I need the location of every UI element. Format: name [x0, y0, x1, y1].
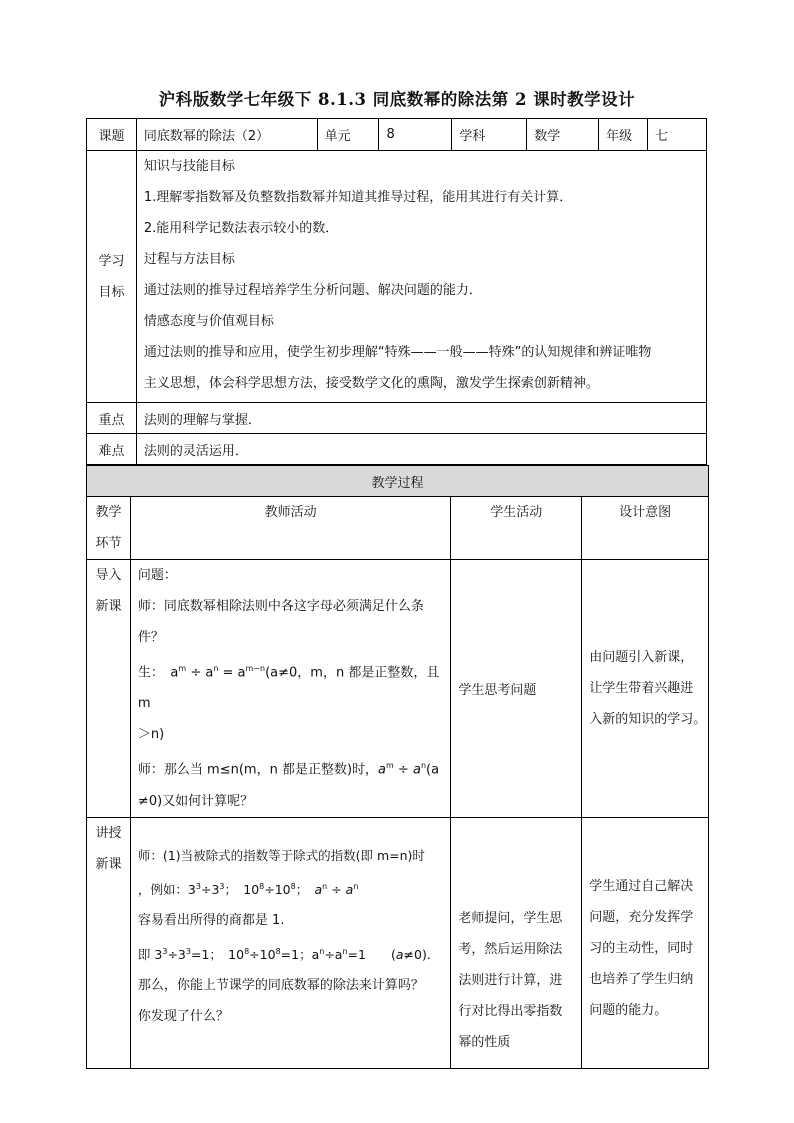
teacher-line: 件？ [137, 630, 164, 645]
grade-label: 年级 [599, 119, 648, 151]
stage-intro-line-1: 导入 [95, 568, 122, 583]
teacher-line: ≠0)又如何计算呢？ [137, 793, 254, 809]
unit-label: 单元 [317, 119, 379, 151]
teacher-line: 师：那么当 m≤n(m，n 都是正整数)时，$a^m \div a^n(a$ [137, 761, 440, 778]
objectives-content [136, 151, 706, 403]
objectives-label-line-1: 学习 [98, 253, 125, 269]
teacher-line: 问题： [137, 568, 177, 583]
difficulty-value: 法则的灵活运用． [136, 434, 706, 465]
objective-line: 情感态度与价值观目标 [143, 314, 274, 329]
design-line: 也培养了学生归纳 [589, 971, 694, 987]
objective-line: 知识与技能目标 [143, 159, 235, 174]
student-line: 考，然后运用除法 [458, 941, 563, 957]
stage-column-header [87, 497, 131, 560]
objective-line: 过程与方法目标 [143, 252, 235, 267]
stage-intro [87, 560, 131, 818]
design-intent-teaching [582, 817, 709, 1068]
student-activity-teaching [451, 817, 582, 1068]
design-column-header: 设计意图 [582, 497, 709, 560]
objective-line: 通过法则的推导和应用，使学生初步理解“特殊——一般——特殊”的认知规律和辨证唯物 [143, 345, 652, 360]
student-line: 老师提问，学生思 [458, 910, 563, 926]
stage-header-line-2: 环节 [95, 536, 122, 551]
student-activity-intro: 学生思考问题 [451, 560, 582, 818]
teacher-line: ＞n) [137, 727, 165, 743]
design-line: 让学生带着兴趣进 [589, 680, 694, 696]
teacher-column-header: 教师活动 [130, 497, 450, 560]
topic-value: 同底数幂的除法（2） [136, 119, 317, 151]
topic-label: 课题 [87, 119, 137, 151]
teaching-process-table [86, 465, 709, 1069]
teacher-activity-teaching [130, 817, 450, 1068]
objective-line: 1.理解零指数幂及负整数指数幂并知道其推导过程，能用其进行有关计算． [143, 190, 573, 205]
student-line: 幂的性质 [458, 1034, 511, 1050]
design-line: 问题，充分发挥学 [589, 909, 694, 925]
stage-header-line-1: 教学 [95, 505, 122, 520]
stage-teaching-line-2: 新课 [95, 856, 122, 872]
document-title: 沪科版数学七年级下 8.1.3 同底数幂的除法第 2 课时教学设计 [158, 90, 636, 109]
design-intent-intro [582, 560, 709, 818]
difficulty-label: 难点 [87, 434, 137, 465]
key-point-value: 法则的理解与掌握． [136, 403, 706, 434]
teacher-line: 师：同底数幂相除法则中各这字母必须满足什么条 [137, 599, 424, 614]
teacher-activity-intro [130, 560, 450, 818]
process-header: 教学过程 [87, 466, 709, 497]
design-line: 学生通过自己解决 [589, 878, 694, 894]
design-line: 入新的知识的学习。 [589, 711, 707, 727]
design-line: 由问题引入新课， [589, 649, 694, 665]
teacher-line: 那么，你能上节课学的同底数幂的除法来计算吗？ [137, 977, 424, 993]
student-line: 法则进行计算，进 [458, 972, 563, 988]
teacher-line: 容易看出所得的商都是 1. [137, 912, 285, 928]
grade-value: 七 [648, 119, 707, 151]
teacher-line: ，例如：$3^3\div 3^3$； $10^8\div 10^8$； $a^n \div a^n$ [137, 881, 359, 897]
objectives-label-line-2: 目标 [98, 284, 125, 300]
student-line: 行对比得出零指数 [458, 1003, 563, 1019]
objective-line: 2.能用科学记数法表示较小的数． [143, 221, 339, 236]
student-column-header: 学生活动 [451, 497, 582, 560]
objective-line: 通过法则的推导过程培养学生分析问题、解决问题的能力． [143, 283, 482, 298]
stage-teaching-line-1: 讲授 [95, 825, 122, 841]
unit-value: 8 [379, 119, 452, 151]
stage-intro-line-2: 新课 [95, 599, 122, 614]
objectives-label [87, 151, 137, 403]
lesson-info-table [86, 118, 707, 465]
objective-line: 主义思想，体会科学思想方法，接受数学文化的熏陶，激发学生探索创新精神。 [143, 376, 599, 391]
teacher-line: 即 $3^3\div 3^3=1$； $10^8\div 10^8=1$；$a^n\div a^n=1$ (a≠0). [137, 946, 431, 962]
subject-value: 数学 [527, 119, 599, 151]
stage-teaching [87, 817, 131, 1068]
design-line: 问题的能力。 [589, 1002, 668, 1018]
teacher-line: 师：(1)当被除式的指数等于除式的指数(即 m=n)时 [137, 847, 425, 863]
design-line: 习的主动性，同时 [589, 940, 694, 956]
subject-label: 学科 [452, 119, 527, 151]
key-point-label: 重点 [87, 403, 137, 434]
teacher-line: 生： $a^m \div a^n = a^{m-n}(a\ne 0$，m，n 都是正整数，且 m [137, 664, 440, 712]
teacher-line: 你发现了什么？ [137, 1008, 229, 1024]
